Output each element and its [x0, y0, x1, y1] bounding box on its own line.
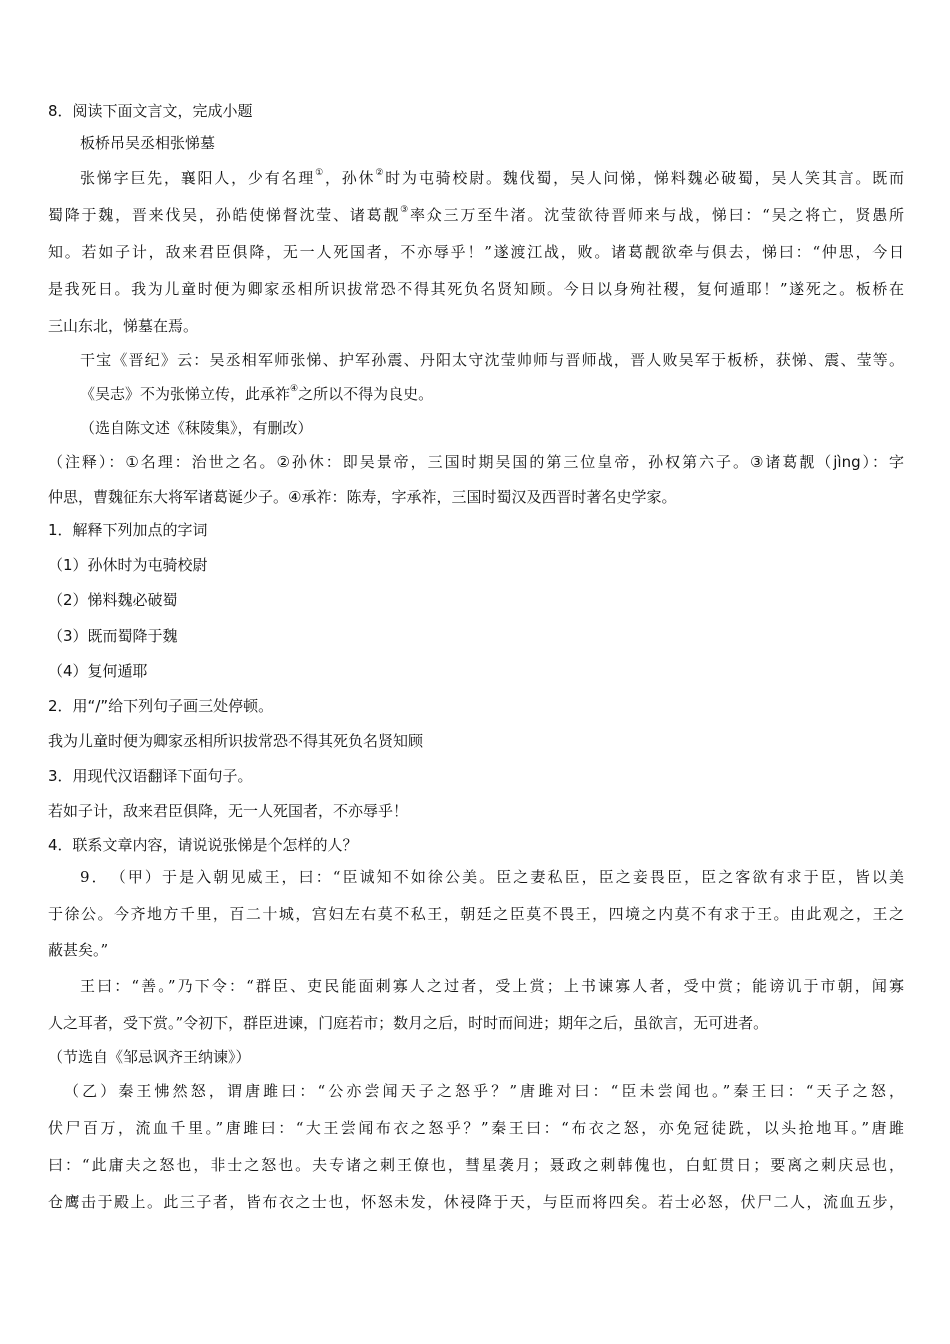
question-8-header: 8．阅读下面文言文，完成小题	[48, 102, 253, 120]
passage-line: 是我死日。我为儿童时便为卿家丞相所识拔常恐不得其死负名贤知顾。今日以身殉社稷，复何遁耶！”遂死之。板桥在	[48, 280, 904, 298]
passage-para-2: 干宝《晋纪》云：吴丞相军师张悌、护军孙震、丹阳太守沈莹帅师与晋师战，晋人败吴军于板桥，获悌、震、莹等。	[80, 351, 904, 369]
subquestion-1-item: （2）悌料魏必破蜀	[48, 591, 178, 609]
question-9-line: 9． （甲）于是入朝见威王，曰：“臣诚知不如徐公美。臣之妻私臣，臣之妾畏臣，臣之客欲有求于臣，皆以美	[80, 868, 904, 886]
passage-para-3: 《吴志》不为张悌立传，此承祚④之所以不得为良史。	[80, 384, 434, 403]
subquestion-1-item: （1）孙休时为屯骑校尉	[48, 556, 208, 574]
subquestion-3-sentence: 若如子计，敌来君臣俱降，无一人死国者，不亦辱乎！	[48, 802, 409, 820]
passage-line: 三山东北，悌墓在焉。	[48, 317, 199, 335]
footnote-mark: ①	[315, 168, 325, 178]
passage-yi-line: 曰：“此庸夫之怒也，非士之怒也。夫专诸之刺王僚也，彗星袭月；聂政之刺韩傀也，白虹贯日；要离之刺庆忌也，	[48, 1156, 904, 1174]
question-9-line: 王曰：“善。”乃下令：“群臣、吏民能面刺寡人之过者，受上赏；上书谏寡人者，受中赏；能谤讥于市朝，闻寡	[80, 977, 904, 995]
subquestion-3-prompt: 3．用现代汉语翻译下面句子。	[48, 767, 253, 785]
question-9-line: 于徐公。今齐地方千里，百二十城，宫妇左右莫不私王，朝廷之臣莫不畏王，四境之内莫不有求于王。由此观之，王之	[48, 905, 904, 923]
passage-line: 蜀降于魏，晋来伐吴，孙皓使悌督沈莹、诸葛靓③率众三万至牛渚。沈莹欲待晋师来与战，悌曰：“吴之将亡，贤愚所	[48, 205, 904, 224]
annotation-line: 仲思，曹魏征东大将军诸葛诞少子。④承祚：陈寿，字承祚，三国时蜀汉及西晋时著名史学家。	[48, 488, 677, 506]
passage-line: 张悌字巨先，襄阳人，少有名理①，孙休②时为屯骑校尉。魏伐蜀，吴人问悌，悌料魏必破蜀，吴人笑其言。既而	[80, 168, 904, 187]
subquestion-1-item: （4）复何遁耶	[48, 662, 148, 680]
subquestion-2-sentence: 我为儿童时便为卿家丞相所识拔常恐不得其死负名贤知顾	[48, 732, 424, 750]
footnote-mark: ②	[375, 168, 386, 178]
subquestion-2-prompt: 2．用“/”给下列句子画三处停顿。	[48, 697, 274, 715]
footnote-mark: ③	[400, 205, 411, 215]
subquestion-4-prompt: 4．联系文章内容，请说说张悌是个怎样的人？	[48, 836, 358, 854]
excerpt-source: （节选自《邹忌讽齐王纳谏》）	[48, 1048, 251, 1066]
passage-yi-line: （乙）秦王怫然怒，谓唐雎曰：“公亦尝闻天子之怒乎？”唐雎对曰：“臣未尝闻也。”秦王曰：“天子之怒，	[64, 1082, 904, 1100]
subquestion-1-item: （3）既而蜀降于魏	[48, 627, 178, 645]
question-9-line: 人之耳者，受下赏。”令初下，群臣进谏，门庭若市；数月之后，时时而间进；期年之后，虽欲言，无可进者。	[48, 1014, 769, 1032]
footnote-mark: ④	[290, 384, 299, 394]
passage-yi-line: 伏尸百万，流血千里。”唐雎曰：“大王尝闻布衣之怒乎？”秦王曰：“布衣之怒，亦免冠徒跣，以头抢地耳。”唐雎	[48, 1119, 904, 1137]
passage-yi-line: 仓鹰击于殿上。此三子者，皆布衣之士也，怀怒未发，休祲降于天，与臣而将四矣。若士必怒，伏尸二人，流血五步，	[48, 1193, 904, 1211]
passage-line: 知。若如子计，敌来君臣俱降，无一人死国者，不亦辱乎！”遂渡江战，败。诸葛靓欲牵与俱去，悌曰：“仲思，今日	[48, 243, 904, 261]
passage-title: 板桥吊吴丞相张悌墓	[80, 134, 216, 152]
annotation-line: （注释）：①名理：治世之名。②孙休：即吴景帝，三国时期吴国的第三位皇帝，孙权第六子。③诸葛靓（jìng）：字	[48, 453, 904, 471]
question-9-line: 蔽甚矣。”	[48, 941, 109, 959]
passage-source: （选自陈文述《秣陵集》，有删改）	[80, 419, 313, 437]
subquestion-1-prompt: 1．解释下列加点的字词	[48, 521, 208, 539]
